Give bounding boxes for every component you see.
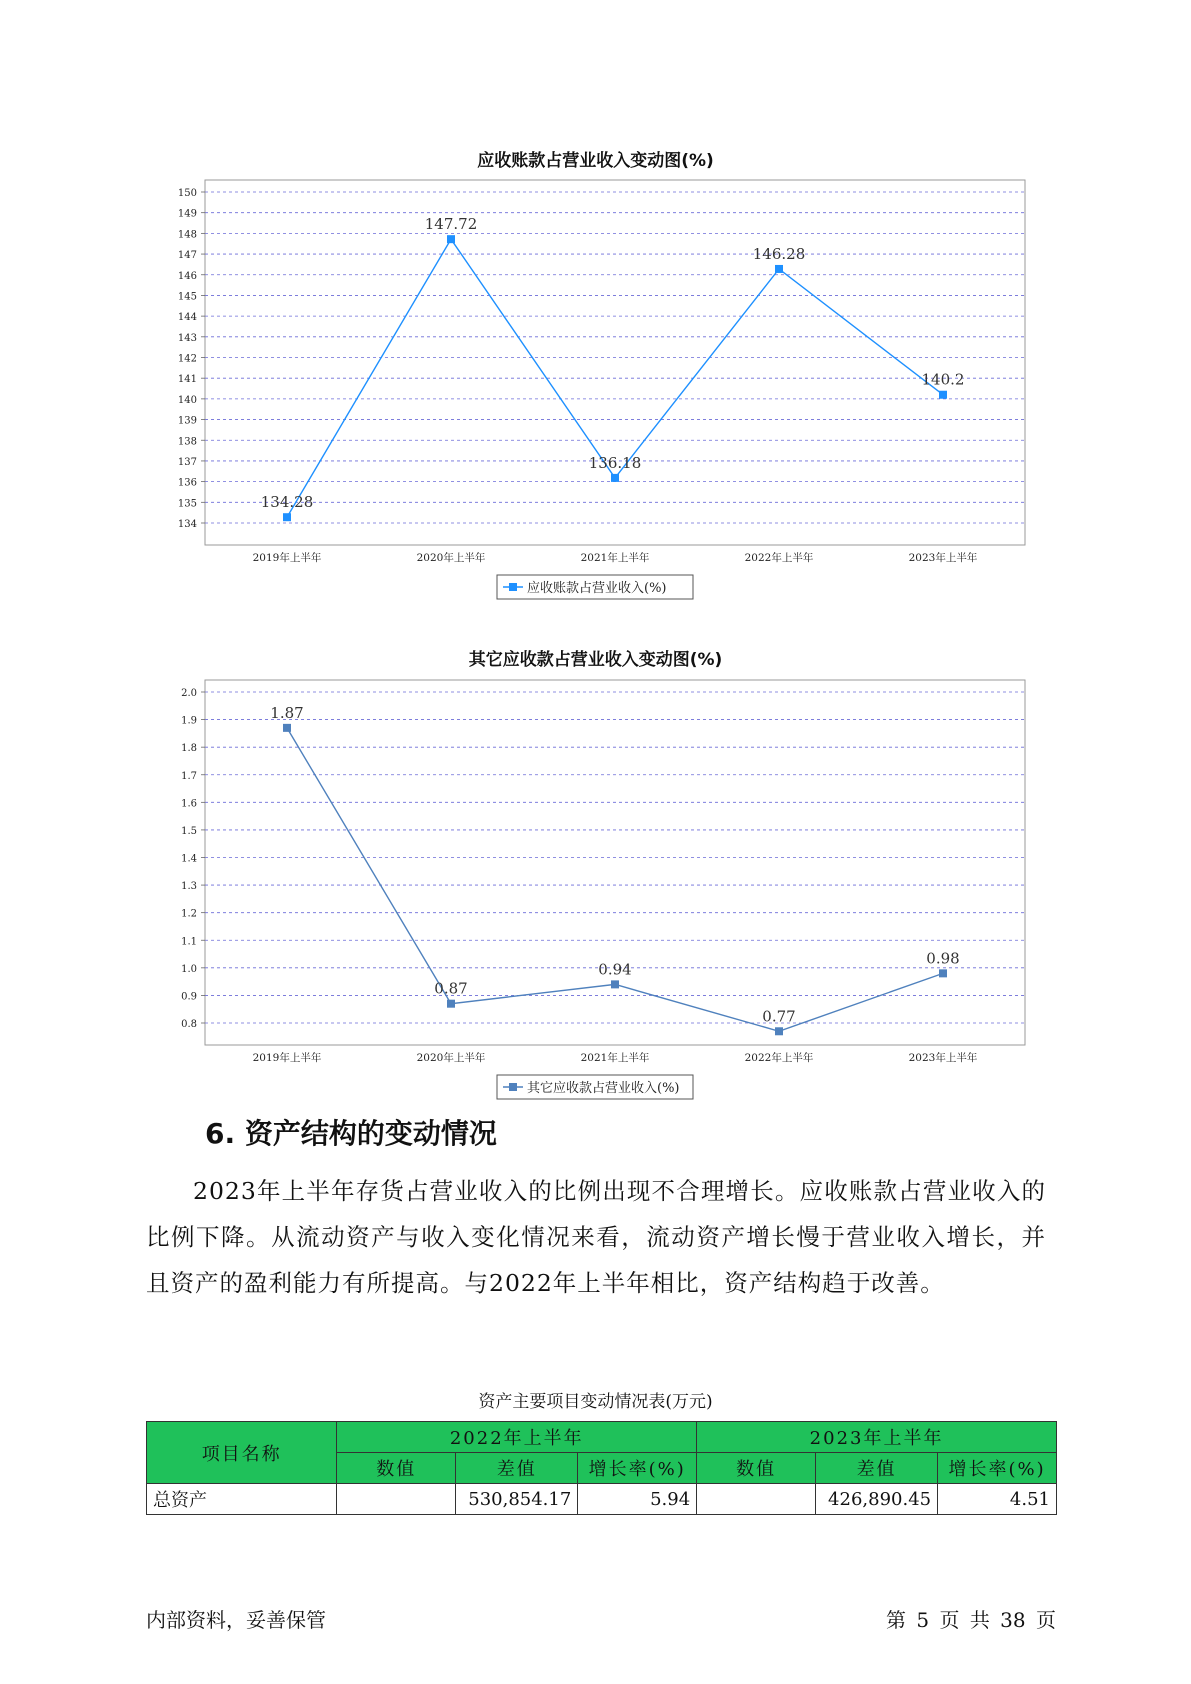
data-point bbox=[611, 474, 619, 482]
chart-1 bbox=[0, 170, 1191, 600]
y-tick-label: 141 bbox=[177, 374, 197, 386]
y-tick-label: 150 bbox=[177, 188, 197, 199]
x-tick-label: 2022年上半年 bbox=[744, 552, 814, 564]
subcol-diff-2022: 差值 bbox=[456, 1453, 578, 1484]
x-tick-label: 2022年上半年 bbox=[744, 1052, 814, 1064]
chart-2-title: 其它应收款占营业收入变动图(%) bbox=[468, 650, 723, 670]
y-tick-label: 2.0 bbox=[181, 688, 197, 699]
body-paragraph: 2023年上半年存货占营业收入的比例出现不合理增长。应收账款占营业收入的比例下降。从流动资产与收入变化情况来看，流动资产增长慢于营业收入增长，并且资产的盈利能力有所提高。与2022年上半年相比，资产结构趋于改善。 bbox=[146, 1177, 1046, 1297]
period-2022-header: 2022年上半年 bbox=[337, 1422, 697, 1453]
section-heading: 6. 资产结构的变动情况 bbox=[205, 1117, 497, 1150]
x-tick-label: 2021年上半年 bbox=[580, 1052, 650, 1064]
row-diff-2023: 426,890.45 bbox=[816, 1484, 938, 1515]
y-tick-label: 137 bbox=[177, 456, 197, 468]
asset-change-table bbox=[146, 1421, 1057, 1515]
x-tick-label: 2019年上半年 bbox=[252, 1052, 322, 1064]
data-point bbox=[775, 265, 783, 273]
y-tick-label: 1.8 bbox=[181, 743, 197, 755]
y-tick-label: 139 bbox=[177, 415, 197, 427]
y-tick-label: 145 bbox=[177, 291, 197, 303]
row-value-2022 bbox=[337, 1484, 456, 1515]
y-tick-label: 1.5 bbox=[181, 825, 197, 837]
y-tick-label: 1.9 bbox=[181, 715, 197, 727]
data-label: 0.77 bbox=[762, 1007, 796, 1026]
x-tick-label: 2023年上半年 bbox=[908, 552, 978, 564]
legend-marker bbox=[509, 583, 517, 591]
data-point bbox=[939, 969, 947, 977]
y-tick-label: 1.6 bbox=[181, 798, 197, 810]
data-label: 134.28 bbox=[260, 493, 314, 512]
data-label: 140.2 bbox=[921, 370, 965, 389]
y-tick-label: 142 bbox=[177, 353, 197, 365]
data-label: 0.94 bbox=[598, 960, 632, 979]
row-growth-2022: 5.94 bbox=[578, 1484, 697, 1515]
y-tick-label: 1.4 bbox=[181, 853, 197, 865]
subcol-value-2022: 数值 bbox=[337, 1453, 456, 1484]
x-tick-label: 2020年上半年 bbox=[416, 552, 486, 564]
data-label: 0.98 bbox=[926, 949, 960, 968]
table-header-row bbox=[147, 1422, 1057, 1453]
y-tick-label: 0.9 bbox=[181, 991, 197, 1003]
x-tick-label: 2020年上半年 bbox=[416, 1052, 486, 1064]
footer-page-number: 第 5 页 共 38 页 bbox=[886, 1608, 1056, 1632]
subcol-diff-2023: 差值 bbox=[816, 1453, 938, 1484]
row-growth-2023: 4.51 bbox=[938, 1484, 1057, 1515]
y-tick-label: 143 bbox=[177, 332, 197, 344]
y-tick-label: 134 bbox=[177, 519, 197, 530]
data-label: 1.87 bbox=[270, 703, 304, 722]
chart-2 bbox=[0, 670, 1191, 1100]
y-tick-label: 135 bbox=[177, 498, 197, 510]
data-label: 147.72 bbox=[424, 215, 478, 234]
plot-area bbox=[205, 680, 1025, 1045]
y-tick-label: 1.0 bbox=[181, 963, 197, 975]
data-point bbox=[447, 1000, 455, 1008]
data-label: 0.87 bbox=[434, 979, 468, 998]
y-tick-label: 136 bbox=[177, 477, 197, 489]
y-tick-label: 144 bbox=[177, 312, 197, 324]
y-tick-label: 1.2 bbox=[181, 908, 197, 920]
legend-marker bbox=[509, 1083, 517, 1091]
y-tick-label: 148 bbox=[177, 229, 197, 241]
y-tick-label: 1.7 bbox=[181, 770, 197, 782]
x-tick-label: 2021年上半年 bbox=[580, 552, 650, 564]
y-tick-label: 1.3 bbox=[181, 881, 197, 893]
y-tick-label: 1.1 bbox=[181, 936, 197, 948]
x-tick-label: 2023年上半年 bbox=[908, 1052, 978, 1064]
data-label: 136.18 bbox=[588, 453, 642, 472]
data-label: 146.28 bbox=[752, 244, 806, 263]
col-item-name: 项目名称 bbox=[147, 1422, 337, 1484]
period-2023-header: 2023年上半年 bbox=[697, 1422, 1057, 1453]
y-tick-label: 149 bbox=[177, 208, 197, 220]
table-caption: 资产主要项目变动情况表(万元) bbox=[478, 1392, 713, 1412]
y-tick-label: 146 bbox=[177, 270, 197, 282]
subcol-growth-2023: 增长率(%) bbox=[938, 1453, 1057, 1484]
row-name: 总资产 bbox=[147, 1484, 337, 1515]
x-tick-label: 2019年上半年 bbox=[252, 552, 322, 564]
footer-confidential-note: 内部资料，妥善保管 bbox=[146, 1608, 326, 1632]
data-point bbox=[447, 235, 455, 243]
y-tick-label: 0.8 bbox=[181, 1019, 197, 1030]
chart-1-title: 应收账款占营业收入变动图(%) bbox=[477, 151, 714, 171]
table-row bbox=[147, 1484, 1057, 1515]
data-point bbox=[939, 391, 947, 399]
legend-label: 应收账款占营业收入(%) bbox=[527, 581, 667, 596]
data-point bbox=[283, 724, 291, 732]
data-point bbox=[611, 980, 619, 988]
row-value-2023 bbox=[697, 1484, 816, 1515]
y-tick-label: 147 bbox=[177, 250, 197, 262]
data-point bbox=[283, 513, 291, 521]
y-tick-label: 138 bbox=[177, 436, 197, 448]
subcol-value-2023: 数值 bbox=[697, 1453, 816, 1484]
y-tick-label: 140 bbox=[177, 394, 197, 406]
legend-label: 其它应收款占营业收入(%) bbox=[527, 1081, 680, 1096]
subcol-growth-2022: 增长率(%) bbox=[578, 1453, 697, 1484]
data-point bbox=[775, 1027, 783, 1035]
row-diff-2022: 530,854.17 bbox=[456, 1484, 578, 1515]
